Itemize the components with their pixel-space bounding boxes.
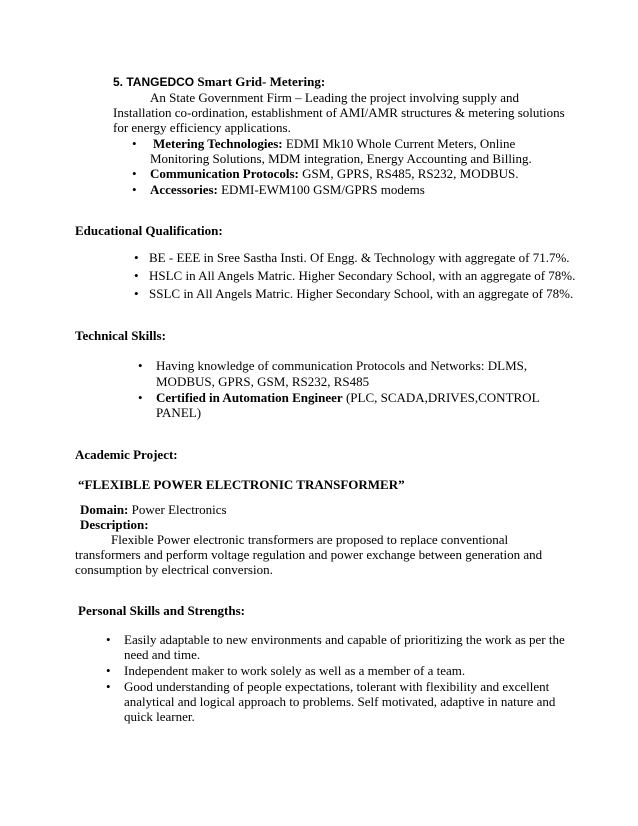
bullet-icon: • bbox=[106, 663, 111, 678]
item-text: GSM, GPRS, RS485, RS232, MODBUS. bbox=[298, 166, 519, 181]
tangedco-number: 5. TANGEDCO bbox=[113, 75, 195, 89]
item-label: Accessories: bbox=[150, 182, 218, 197]
personal-heading: Personal Skills and Strengths: bbox=[78, 603, 245, 618]
tangedco-desc-line: for energy efficiency applications. bbox=[113, 120, 291, 135]
item-text: (PLC, SCADA,DRIVES,CONTROL bbox=[342, 390, 540, 405]
technical-item-continuation: MODBUS, GPRS, GSM, RS232, RS485 bbox=[156, 374, 370, 389]
education-item: BE - EEE in Sree Sastha Insti. Of Engg. & Technology with aggregate of 71.7%. bbox=[149, 250, 570, 265]
bullet-icon: • bbox=[134, 286, 139, 301]
list-item-continuation: Monitoring Solutions, MDM integration, Energy Accounting and Billing. bbox=[150, 151, 532, 166]
personal-item: Independent maker to work solely as well as a member of a team. bbox=[124, 663, 466, 678]
project-domain bbox=[80, 502, 227, 517]
bullet-icon: • bbox=[138, 390, 143, 405]
tangedco-heading bbox=[113, 74, 325, 90]
domain-label: Domain: bbox=[80, 502, 129, 517]
bullet-icon: • bbox=[132, 136, 137, 151]
item-text: EDMI Mk10 Whole Current Meters, Online bbox=[282, 136, 516, 151]
bullet-icon: • bbox=[134, 268, 139, 283]
technical-item-continuation: PANEL) bbox=[156, 405, 202, 420]
project-heading: Academic Project: bbox=[75, 447, 178, 462]
education-heading: Educational Qualification: bbox=[75, 223, 223, 238]
project-title: “FLEXIBLE POWER ELECTRONIC TRANSFORMER” bbox=[78, 477, 405, 492]
education-item: SSLC in All Angels Matric. Higher Secondary School, with an aggregate of 78%. bbox=[149, 286, 574, 301]
personal-item: Easily adaptable to new environments and capable of prioritizing the work as per the bbox=[124, 632, 565, 647]
list-item bbox=[153, 136, 515, 151]
bullet-icon: • bbox=[132, 182, 137, 197]
technical-item: Having knowledge of communication Protocols and Networks: DLMS, bbox=[156, 358, 528, 373]
item-label: Metering Technologies: bbox=[153, 136, 283, 151]
personal-item: Good understanding of people expectations, tolerant with flexibility and excellent bbox=[124, 679, 550, 694]
personal-item-continuation: analytical and logical approach to problems. Self motivated, adaptive in nature and bbox=[124, 694, 556, 709]
bullet-icon: • bbox=[132, 166, 137, 181]
project-desc-line: Flexible Power electronic transformers are proposed to replace conventional bbox=[111, 532, 509, 547]
technical-heading: Technical Skills: bbox=[75, 328, 166, 343]
bullet-icon: • bbox=[106, 632, 111, 647]
list-item bbox=[150, 166, 519, 181]
technical-item bbox=[156, 390, 540, 405]
domain-value: Power Electronics bbox=[128, 502, 227, 517]
item-label: Certified in Automation Engineer bbox=[156, 390, 343, 405]
tangedco-desc-line: An State Government Firm – Leading the project involving supply and bbox=[150, 90, 519, 105]
education-item: HSLC in All Angels Matric. Higher Secondary School, with an aggregate of 78%. bbox=[149, 268, 576, 283]
tangedco-desc-line: Installation co-ordination, establishment of AMI/AMR structures & metering solutions bbox=[113, 105, 565, 120]
project-desc-line: transformers and perform voltage regulation and power exchange between generation and bbox=[75, 547, 543, 562]
personal-item-continuation: need and time. bbox=[124, 647, 201, 662]
tangedco-title: Smart Grid- Metering: bbox=[197, 74, 326, 89]
personal-item-continuation: quick learner. bbox=[124, 709, 195, 724]
item-label: Communication Protocols: bbox=[150, 166, 299, 181]
list-item bbox=[150, 182, 425, 197]
item-text: EDMI-EWM100 GSM/GPRS modems bbox=[217, 182, 425, 197]
project-desc-line: consumption by electrical conversion. bbox=[75, 562, 273, 577]
project-description-label: Description: bbox=[80, 517, 149, 532]
bullet-icon: • bbox=[134, 250, 139, 265]
bullet-icon: • bbox=[106, 679, 111, 694]
bullet-icon: • bbox=[138, 358, 143, 373]
